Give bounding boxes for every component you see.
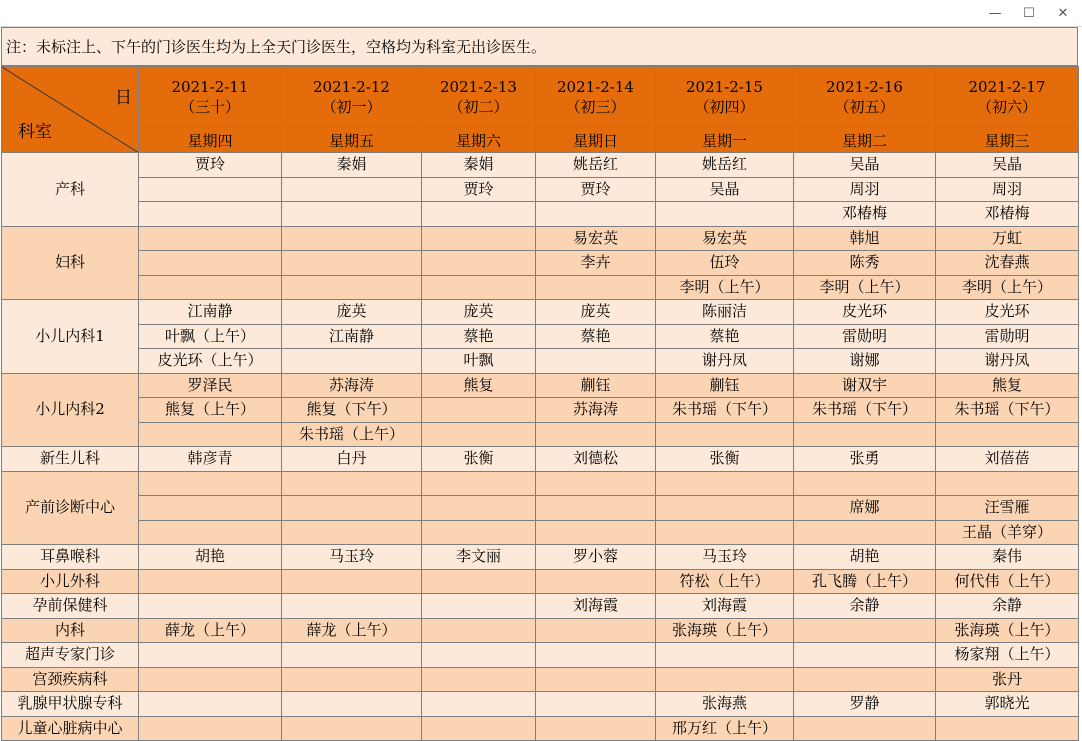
doctor-cell: 周羽 (936, 177, 1079, 202)
doctor-cell: 秦伟 (936, 545, 1079, 570)
doctor-cell (536, 716, 656, 741)
doctor-cell: 李明（上午） (656, 275, 794, 300)
doctor-cell: 蒯钰 (656, 373, 794, 398)
doctor-cell (422, 716, 536, 741)
doctor-cell: 谢双宇 (794, 373, 936, 398)
doctor-cell (139, 716, 282, 741)
date-header (794, 67, 936, 128)
doctor-cell: 韩旭 (794, 226, 936, 251)
doctor-cell (139, 667, 282, 692)
weekday-header: 星期三 (936, 128, 1079, 153)
doctor-cell (794, 471, 936, 496)
doctor-cell (422, 569, 536, 594)
weekday-header: 星期二 (794, 128, 936, 153)
corner-dept-label: 科室 (18, 122, 52, 142)
doctor-cell: 叶飘（上午） (139, 324, 282, 349)
doctor-cell: 谢丹凤 (656, 349, 794, 374)
doctor-cell (794, 618, 936, 643)
doctor-cell (139, 496, 282, 521)
doctor-cell: 朱书瑶（下午） (794, 398, 936, 423)
doctor-cell (536, 692, 656, 717)
doctor-cell: 蔡艳 (536, 324, 656, 349)
doctor-cell: 熊复 (422, 373, 536, 398)
department-name: 小儿内科1 (2, 300, 139, 374)
lunar-date-text: （三十） (179, 98, 240, 116)
doctor-cell: 熊复（下午） (282, 398, 422, 423)
doctor-cell: 叶飘 (422, 349, 536, 374)
doctor-cell: 胡艳 (139, 545, 282, 570)
doctor-cell: 刘海霞 (656, 594, 794, 619)
table-row (2, 716, 1079, 741)
table-row (2, 153, 1079, 178)
doctor-cell: 苏海涛 (536, 398, 656, 423)
doctor-cell (282, 202, 422, 227)
doctor-cell (139, 422, 282, 447)
date-text: 2021-2-11 (171, 78, 249, 96)
doctor-cell: 谢丹凤 (936, 349, 1079, 374)
doctor-cell: 刘德松 (536, 447, 656, 472)
doctor-cell (282, 569, 422, 594)
doctor-cell (656, 643, 794, 668)
doctor-cell (422, 275, 536, 300)
doctor-cell (936, 471, 1079, 496)
lunar-date-text: （初三） (565, 98, 626, 116)
doctor-cell: 姚岳红 (536, 153, 656, 178)
doctor-cell: 谢娜 (794, 349, 936, 374)
doctor-cell (422, 422, 536, 447)
table-row (2, 643, 1079, 668)
doctor-cell: 张勇 (794, 447, 936, 472)
doctor-cell: 秦娟 (422, 153, 536, 178)
doctor-cell (139, 226, 282, 251)
doctor-cell: 朱书瑶（下午） (936, 398, 1079, 423)
doctor-cell (282, 520, 422, 545)
doctor-cell (282, 471, 422, 496)
department-name: 小儿外科 (2, 569, 139, 594)
doctor-cell (282, 496, 422, 521)
lunar-date-text: （初一） (321, 98, 382, 116)
doctor-cell: 陈秀 (794, 251, 936, 276)
table-row (2, 569, 1079, 594)
doctor-cell: 邓椿梅 (794, 202, 936, 227)
table-row (2, 520, 1079, 545)
doctor-cell (536, 349, 656, 374)
table-row (2, 594, 1079, 619)
department-name: 内科 (2, 618, 139, 643)
close-icon[interactable]: ✕ (1057, 5, 1069, 21)
doctor-cell (282, 594, 422, 619)
window-titlebar (0, 0, 1082, 27)
doctor-cell: 伍玲 (656, 251, 794, 276)
doctor-cell: 姚岳红 (656, 153, 794, 178)
doctor-cell: 张丹 (936, 667, 1079, 692)
doctor-cell (656, 520, 794, 545)
doctor-cell (282, 349, 422, 374)
department-name: 耳鼻喉科 (2, 545, 139, 570)
doctor-cell: 张海瑛（上午） (656, 618, 794, 643)
date-header (282, 67, 422, 128)
doctor-cell (139, 251, 282, 276)
lunar-date-text: （初四） (694, 98, 755, 116)
department-name: 乳腺甲状腺专科 (2, 692, 139, 717)
weekday-header: 星期六 (422, 128, 536, 153)
doctor-cell: 白丹 (282, 447, 422, 472)
doctor-cell (536, 202, 656, 227)
doctor-cell (536, 643, 656, 668)
weekday-header: 星期一 (656, 128, 794, 153)
doctor-cell: 张海燕 (656, 692, 794, 717)
doctor-cell (656, 471, 794, 496)
doctor-cell: 符松（上午） (656, 569, 794, 594)
doctor-cell (422, 520, 536, 545)
doctor-cell (282, 275, 422, 300)
doctor-cell: 李卉 (536, 251, 656, 276)
date-header (936, 67, 1079, 128)
doctor-cell (936, 422, 1079, 447)
doctor-cell (139, 594, 282, 619)
doctor-cell: 苏海涛 (282, 373, 422, 398)
weekday-header: 星期五 (282, 128, 422, 153)
doctor-cell: 吴晶 (936, 153, 1079, 178)
table-row (2, 667, 1079, 692)
doctor-cell (422, 667, 536, 692)
doctor-cell (536, 618, 656, 643)
doctor-cell (536, 496, 656, 521)
table-row (2, 226, 1079, 251)
doctor-cell (422, 398, 536, 423)
schedule-table (1, 66, 1079, 741)
doctor-cell: 马玉玲 (656, 545, 794, 570)
date-text: 2021-2-14 (557, 78, 634, 96)
doctor-cell: 皮光环 (936, 300, 1079, 325)
doctor-cell: 吴晶 (794, 153, 936, 178)
date-text: 2021-2-16 (826, 78, 903, 96)
doctor-cell: 庞英 (422, 300, 536, 325)
doctor-cell: 韩彦青 (139, 447, 282, 472)
doctor-cell: 余静 (936, 594, 1079, 619)
doctor-cell (282, 716, 422, 741)
doctor-cell (282, 643, 422, 668)
department-name: 儿童心脏病中心 (2, 716, 139, 741)
date-text: 2021-2-12 (313, 78, 390, 96)
doctor-cell: 李明（上午） (936, 275, 1079, 300)
doctor-cell (422, 643, 536, 668)
doctor-cell (794, 422, 936, 447)
doctor-cell (656, 422, 794, 447)
doctor-cell: 熊复 (936, 373, 1079, 398)
doctor-cell (139, 520, 282, 545)
date-text: 2021-2-17 (968, 78, 1046, 96)
doctor-cell: 江南静 (139, 300, 282, 325)
doctor-cell (422, 692, 536, 717)
doctor-cell: 刘海霞 (536, 594, 656, 619)
doctor-cell (139, 569, 282, 594)
doctor-cell: 雷勋明 (794, 324, 936, 349)
table-row (2, 447, 1079, 472)
doctor-cell: 庞英 (536, 300, 656, 325)
doctor-cell: 马玉玲 (282, 545, 422, 570)
doctor-cell (422, 226, 536, 251)
doctor-cell: 李明（上午） (794, 275, 936, 300)
date-header (536, 67, 656, 128)
doctor-cell: 罗静 (794, 692, 936, 717)
doctor-cell (422, 496, 536, 521)
minimize-icon[interactable]: — (988, 5, 1002, 21)
table-row (2, 324, 1079, 349)
table-row (2, 471, 1079, 496)
doctor-cell (656, 667, 794, 692)
doctor-cell (139, 177, 282, 202)
doctor-cell: 皮光环（上午） (139, 349, 282, 374)
department-name: 产科 (2, 153, 139, 227)
doctor-cell: 蔡艳 (656, 324, 794, 349)
doctor-cell: 朱书瑶（下午） (656, 398, 794, 423)
doctor-cell (422, 251, 536, 276)
doctor-cell (794, 643, 936, 668)
doctor-cell (536, 520, 656, 545)
doctor-cell: 皮光环 (794, 300, 936, 325)
date-header (139, 67, 282, 128)
table-row (2, 618, 1079, 643)
doctor-cell: 汪雪雁 (936, 496, 1079, 521)
doctor-cell (422, 594, 536, 619)
table-row (2, 422, 1079, 447)
corner-header (2, 67, 139, 153)
doctor-cell: 吴晶 (656, 177, 794, 202)
doctor-cell (282, 177, 422, 202)
doctor-cell (536, 471, 656, 496)
doctor-cell: 邓椿梅 (936, 202, 1079, 227)
doctor-cell: 刘蓓蓓 (936, 447, 1079, 472)
table-row (2, 202, 1079, 227)
doctor-cell: 周羽 (794, 177, 936, 202)
date-text: 2021-2-15 (686, 78, 763, 96)
doctor-cell: 易宏英 (536, 226, 656, 251)
table-row (2, 251, 1079, 276)
doctor-cell: 邢万红（上午） (656, 716, 794, 741)
doctor-cell: 薛龙（上午） (139, 618, 282, 643)
doctor-cell (282, 667, 422, 692)
doctor-cell: 沈春燕 (936, 251, 1079, 276)
department-name: 宫颈疾病科 (2, 667, 139, 692)
date-text: 2021-2-13 (440, 78, 517, 96)
doctor-cell (656, 202, 794, 227)
doctor-cell: 陈丽洁 (656, 300, 794, 325)
doctor-cell: 薛龙（上午） (282, 618, 422, 643)
doctor-cell: 席娜 (794, 496, 936, 521)
doctor-cell: 蔡艳 (422, 324, 536, 349)
lunar-date-text: （初六） (976, 98, 1037, 116)
doctor-cell: 张海瑛（上午） (936, 618, 1079, 643)
table-row (2, 275, 1079, 300)
schedule-note: 注：未标注上、下午的门诊医生均为上全天门诊医生，空格均为科室无出诊医生。 (1, 27, 1078, 66)
weekday-header: 星期四 (139, 128, 282, 153)
doctor-cell (536, 275, 656, 300)
doctor-cell: 贾玲 (139, 153, 282, 178)
lunar-date-text: （初五） (834, 98, 895, 116)
doctor-cell: 秦娟 (282, 153, 422, 178)
doctor-cell: 江南静 (282, 324, 422, 349)
doctor-cell (282, 226, 422, 251)
doctor-cell: 贾玲 (536, 177, 656, 202)
table-row (2, 177, 1079, 202)
doctor-cell: 孔飞腾（上午） (794, 569, 936, 594)
doctor-cell (422, 202, 536, 227)
doctor-cell (656, 496, 794, 521)
department-name: 孕前保健科 (2, 594, 139, 619)
doctor-cell: 万虹 (936, 226, 1079, 251)
department-name: 超声专家门诊 (2, 643, 139, 668)
table-row (2, 300, 1079, 325)
department-name: 小儿内科2 (2, 373, 139, 447)
weekday-header: 星期日 (536, 128, 656, 153)
doctor-cell: 张衡 (422, 447, 536, 472)
doctor-cell (282, 251, 422, 276)
doctor-cell: 王晶（羊穿） (936, 520, 1079, 545)
table-row (2, 692, 1079, 717)
doctor-cell: 郭晓光 (936, 692, 1079, 717)
doctor-cell (536, 569, 656, 594)
table-row (2, 398, 1079, 423)
doctor-cell: 贾玲 (422, 177, 536, 202)
doctor-cell: 雷勋明 (936, 324, 1079, 349)
doctor-cell (422, 618, 536, 643)
table-row (2, 545, 1079, 570)
table-row (2, 496, 1079, 521)
doctor-cell: 何代伟（上午） (936, 569, 1079, 594)
doctor-cell: 余静 (794, 594, 936, 619)
department-name: 妇科 (2, 226, 139, 300)
maximize-icon[interactable]: ☐ (1023, 5, 1035, 21)
doctor-cell: 胡艳 (794, 545, 936, 570)
doctor-cell: 熊复（上午） (139, 398, 282, 423)
doctor-cell (282, 692, 422, 717)
doctor-cell: 庞英 (282, 300, 422, 325)
doctor-cell (936, 716, 1079, 741)
doctor-cell (139, 202, 282, 227)
doctor-cell (139, 643, 282, 668)
date-header (422, 67, 536, 128)
department-name: 产前诊断中心 (2, 471, 139, 545)
doctor-cell: 蒯钰 (536, 373, 656, 398)
doctor-cell: 罗小蓉 (536, 545, 656, 570)
table-row (2, 349, 1079, 374)
doctor-cell (794, 716, 936, 741)
doctor-cell (794, 667, 936, 692)
date-header (656, 67, 794, 128)
doctor-cell (139, 692, 282, 717)
doctor-cell (139, 275, 282, 300)
department-name: 新生儿科 (2, 447, 139, 472)
doctor-cell: 张衡 (656, 447, 794, 472)
doctor-cell (139, 471, 282, 496)
table-row (2, 373, 1079, 398)
doctor-cell (422, 471, 536, 496)
doctor-cell: 易宏英 (656, 226, 794, 251)
doctor-cell: 朱书瑶（上午） (282, 422, 422, 447)
doctor-cell (794, 520, 936, 545)
lunar-date-text: （初二） (448, 98, 509, 116)
doctor-cell: 杨家翔（上午） (936, 643, 1079, 668)
corner-day-label: 日 (115, 88, 132, 108)
doctor-cell: 李文丽 (422, 545, 536, 570)
doctor-cell (536, 667, 656, 692)
doctor-cell (536, 422, 656, 447)
doctor-cell: 罗泽民 (139, 373, 282, 398)
